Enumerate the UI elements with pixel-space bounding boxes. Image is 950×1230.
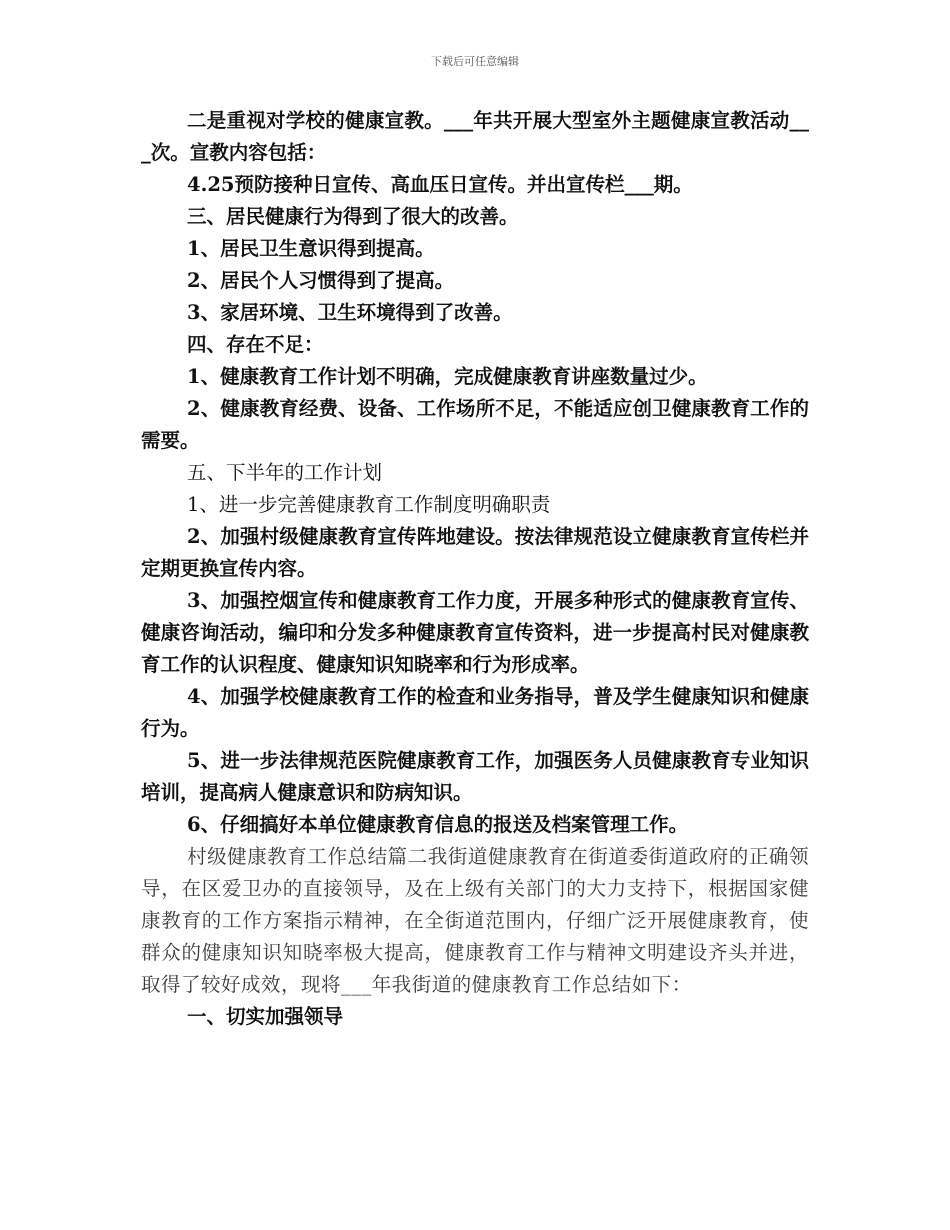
- heading-section-five: 五、下半年的工作计划: [187, 461, 383, 484]
- heading-section-three: 三、居民健康行为得到了很大的改善。: [187, 205, 519, 228]
- list-item: 1、健康教育工作计划不明确，完成健康教育讲座数量过少。: [187, 365, 708, 388]
- document-body: [141, 105, 809, 1033]
- heading-section-four: 四、存在不足：: [187, 333, 324, 356]
- list-item: 4、加强学校健康教育工作的检查和业务指导，普及学生健康知识和健康行为。: [141, 685, 809, 740]
- page-header: 下载后可任意编辑: [431, 55, 519, 68]
- list-item: 2、健康教育经费、设备、工作场所不足，不能适应创卫健康教育工作的需要。: [141, 397, 809, 452]
- paragraph-summary-part-two: 村级健康教育工作总结篇二我街道健康教育在街道委街道政府的正确领导，在区爱卫办的直接领导，及在上级有关部门的大力支持下，根据国家健康教育的工作方案指示精神，在全街道范围内，仔细广泛开展健康教育，使群众的健康知识知晓率极大提高，健康教育工作与精神文明建设齐头并进，取得了较好成效，现将___年我街道的健康教育工作总结如下：: [141, 845, 809, 996]
- heading-strengthen-leadership: 一、切实加强领导: [187, 1005, 344, 1028]
- list-item: 3、加强控烟宣传和健康教育工作力度，开展多种形式的健康教育宣传、健康咨询活动，编印和分发多种健康教育宣传资料，进一步提高村民对健康教育工作的认识程度、健康知识知晓率和行为形成率。: [141, 589, 809, 676]
- list-item: 1、居民卫生意识得到提高。: [187, 237, 435, 260]
- list-item: 6、仔细搞好本单位健康教育信息的报送及档案管理工作。: [187, 813, 689, 836]
- list-item: 3、家居环境、卫生环境得到了改善。: [187, 301, 513, 324]
- paragraph-school-education: 二是重视对学校的健康宣教。___年共开展大型室外主题健康宣教活动___次。宣教内容包括：: [141, 109, 809, 164]
- list-item: 2、加强村级健康教育宣传阵地建设。按法律规范设立健康教育宣传栏并定期更换宣传内容。: [141, 525, 809, 580]
- list-item: 2、居民个人习惯得到了提高。: [187, 269, 455, 292]
- list-item: 1、进一步完善健康教育工作制度明确职责: [187, 493, 551, 516]
- list-item: 5、进一步法律规范医院健康教育工作，加强医务人员健康教育专业知识培训，提高病人健康意识和防病知识。: [141, 749, 809, 804]
- paragraph-vaccination-day: 4.25预防接种日宣传、高血压日宣传。并出宣传栏___期。: [187, 173, 693, 196]
